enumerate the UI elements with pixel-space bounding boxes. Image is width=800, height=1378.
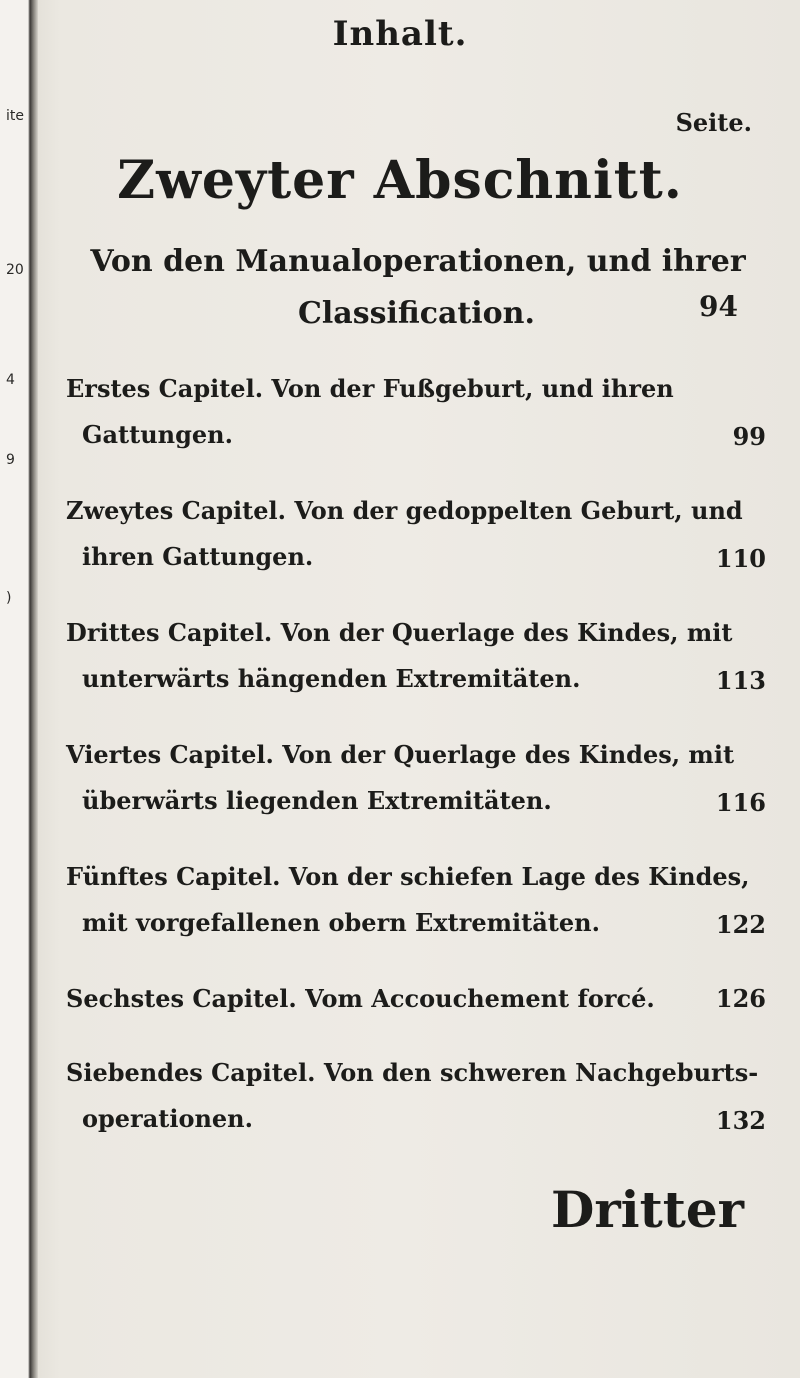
toc-entry-chapter-5 — [66, 854, 766, 948]
margin-mark-5: ) — [6, 590, 12, 606]
toc-entry-chapter-4 — [66, 732, 766, 826]
section-title: Zweyter Abschnitt. — [117, 150, 683, 211]
toc-entry-page: 126 — [715, 984, 766, 1013]
toc-entry-title: Zweytes Capitel. Von der gedoppelten Geburt, und — [66, 496, 743, 525]
toc-entry-title-cont: mit vorgefallenen obern Extremitäten. — [82, 908, 600, 937]
toc-entry-title: Viertes Capitel. Von der Querlage des Kindes, mit — [66, 740, 735, 769]
running-head: Inhalt. — [332, 14, 468, 54]
toc-entry-page: 113 — [715, 666, 766, 695]
section-page-number: 94 — [699, 290, 738, 323]
toc-entry-title-cont: ihren Gattungen. — [82, 542, 314, 571]
page-column-label: Seite. — [675, 108, 752, 137]
section-subtitle — [78, 236, 758, 340]
toc-entry-page: 132 — [715, 1106, 766, 1135]
toc-entry-title-cont: überwärts liegenden Extremitäten. — [82, 786, 552, 815]
toc-entry-page: 116 — [715, 788, 766, 817]
margin-mark-4: 9 — [6, 452, 15, 468]
toc-entry-chapter-2 — [66, 488, 766, 582]
table-of-contents — [66, 366, 766, 1172]
toc-entry-chapter-3 — [66, 610, 766, 704]
toc-entry-page: 122 — [715, 910, 766, 939]
margin-mark-1: ite — [6, 108, 24, 124]
toc-entry-title-cont: operationen. — [82, 1104, 253, 1133]
toc-entry-title: Fünftes Capitel. Von der schiefen Lage des Kindes, — [66, 862, 750, 891]
margin-mark-3: 4 — [6, 372, 15, 388]
catchword: Dritter — [550, 1180, 744, 1239]
margin-mark-2: 20 — [6, 262, 24, 278]
toc-entry-page: 110 — [715, 544, 766, 573]
toc-entry-title: Erstes Capitel. Von der Fußgeburt, und ihren — [66, 374, 674, 403]
toc-entry-title: Sechstes Capitel. Vom Accouchement forcé. — [66, 984, 655, 1013]
toc-entry-page: 99 — [732, 422, 766, 451]
toc-entry-chapter-7 — [66, 1050, 766, 1144]
toc-entry-title-cont: Gattungen. — [82, 420, 233, 449]
toc-entry-title-cont: unterwärts hängenden Extremitäten. — [82, 664, 581, 693]
section-subtitle-line2: Classification. — [298, 296, 535, 331]
toc-entry-title: Siebendes Capitel. Von den schweren Nachgeburts- — [66, 1058, 759, 1087]
section-subtitle-line1: Von den Manualoperationen, und ihrer — [90, 244, 746, 279]
toc-entry-chapter-6 — [66, 976, 766, 1022]
toc-entry-title: Drittes Capitel. Von der Querlage des Kindes, mit — [66, 618, 733, 647]
toc-entry-chapter-1 — [66, 366, 766, 460]
